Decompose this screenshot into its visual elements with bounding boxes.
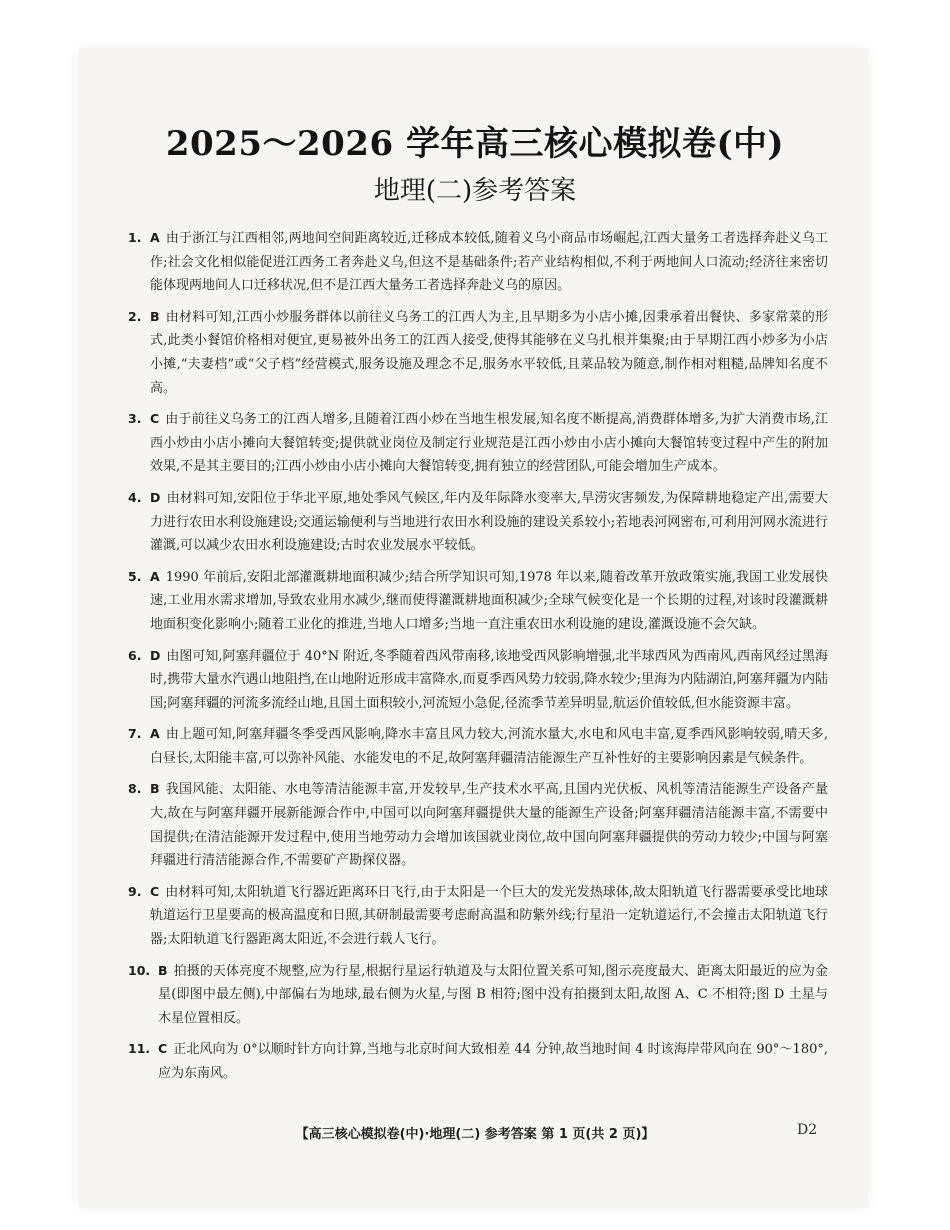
page-title: 2025～2026 学年高三核心模拟卷(中) [165, 124, 785, 164]
answer-letter: B [150, 781, 160, 797]
answer-item-8 [128, 777, 828, 872]
answer-number: 11. [128, 1041, 151, 1057]
answer-item-4 [128, 486, 828, 558]
answer-item-2 [128, 305, 828, 400]
answer-letter: C [150, 411, 160, 427]
answer-explanation: 由材料可知,安阳位于华北平原,地处季风气候区,年内及年际降水变率大,旱涝灾害频发,为保障耕地稳定产出,需要大力进行农田水利设施建设;交通运输便利与当地进行农田水利设施的建设关系较小;若地表河网密布,可利用河网水流进行灌溉,可以减少农田水利设施建设;古时农业发展水平较低。 [150, 490, 828, 554]
answer-letter: D [150, 647, 161, 663]
answer-number: 6. [128, 647, 142, 663]
answer-number: 1. [128, 230, 142, 245]
answer-number: 3. [128, 411, 142, 427]
answer-letter: A [150, 726, 160, 742]
answer-number: 9. [128, 883, 142, 899]
answer-item-6 [128, 644, 828, 716]
answer-explanation: 由于浙江与江西相邻,两地间空间距离较近,迁移成本较低,随着义乌小商品市场崛起,江西大量务工者选择奔赴义乌工作;社会文化相似能促进江西务工者奔赴义乌,但这不是基础条件;若产业结构相似,不利于两地间人口流动;经济往来密切能体现两地间人口迁移状况,但不是江西大量务工者选择奔赴义乌的原因。 [150, 231, 828, 294]
answer-explanation: 由于前往义乌务工的江西人增多,且随着江西小炒在当地生根发展,知名度不断提高,消费群体增多,为扩大消费市场,江西小炒由小店小摊向大餐馆转变;提供就业岗位及制定行业规范是江西小炒由小店小摊向大餐馆转变过程中产生的附加效果,不是其主要目的;江西小炒由小店小摊向大餐馆转变,拥有独立的经营团队,可能会增加生产成本。 [150, 412, 828, 475]
answer-letter: C [150, 883, 160, 899]
answer-letter: A [150, 568, 160, 584]
answer-list [128, 226, 828, 1093]
answer-letter: C [158, 1041, 168, 1057]
answer-item-11 [128, 1037, 828, 1085]
answer-number: 5. [128, 568, 142, 584]
answer-item-1 [128, 226, 828, 298]
answer-explanation: 正北风向为 0°以顺时针方向计算,当地与北京时间大致相差 44 分钟,故当地时间 4 时该海岸带风向在 90°～180°,应为东南风。 [158, 1042, 828, 1081]
answer-item-3 [128, 407, 828, 479]
answer-letter: D [150, 489, 161, 505]
answer-number: 10. [128, 962, 151, 978]
answer-explanation: 由材料可知,太阳轨道飞行器近距离环日飞行,由于太阳是一个巨大的发光发热球体,故太阳轨道飞行器需要承受比地球轨道运行卫星要高的极高温度和日照,其研制最需要考虑耐高温和防紫外线;行星沿一定轨道运行,不会撞击太阳轨道飞行器;太阳轨道飞行器距离太阳近,不会进行载人飞行。 [150, 884, 828, 948]
answer-item-9 [128, 880, 828, 952]
version-code: D2 [797, 1122, 818, 1138]
answer-number: 4. [128, 489, 142, 505]
answer-explanation: 由材料可知,江西小炒服务群体以前往义乌务工的江西人为主,且早期多为小店小摊,因秉承着出餐快、多家常菜的形式,此类小餐馆价格相对便宜,更易被外出务工的江西人接受,使得其能够在义乌扎根并集聚;由于早期江西小炒多为小店小摊,“夫妻档”或“父子档”经营模式,服务设施及理念不足,服务水平较低,且菜品较为随意,制作相对粗糙,品牌知名度不高。 [150, 309, 828, 396]
answer-number: 8. [128, 781, 142, 797]
answer-explanation: 由图可知,阿塞拜疆位于 40°N 附近,冬季随着西风带南移,该地受西风影响增强,北半球西风为西南风,西南风经过黑海时,携带大量水汽遇山地阻挡,在山地附近形成丰富降水,而夏季西风势力较弱,降水较少;里海为内陆湖泊,阿塞拜疆为内陆国;阿塞拜疆的河流多流经山地,且国土面积较小,河流短小急促,径流季节差异明显,航运价值较低,但水能资源丰富。 [150, 648, 828, 711]
answer-letter: B [150, 308, 160, 324]
answer-explanation: 1990 年前后,安阳北部灌溉耕地面积减少;结合所学知识可知,1978 年以来,随着改革开放政策实施,我国工业发展快速,工业用水需求增加,导致农业用水减少,继而使得灌溉耕地面积减少;全球气候变化是一个长期的过程,对该时段灌溉耕地面积变化影响小;随着工业化的推进,当地人口增多;当地一直注重农田水利设施的建设,灌溉设施不会欠缺。 [150, 569, 828, 632]
answer-explanation: 我国风能、太阳能、水电等清洁能源丰富,开发较早,生产技术水平高,且国内光伏板、风机等清洁能源生产设备产量大,故在与阿塞拜疆开展新能源合作中,中国可以向阿塞拜疆提供大量的能源生产设备;阿塞拜疆清洁能源丰富,不需要中国提供;在清洁能源开发过程中,使用当地劳动力会增加该国就业岗位,故中国向阿塞拜疆提供的劳动力较少;中国与阿塞拜疆进行清洁能源合作,不需要矿产勘探仪器。 [150, 782, 828, 869]
answer-number: 7. [128, 726, 142, 742]
page-footer: 【高三核心模拟卷(中)·地理(二) 参考答案 第 1 页(共 2 页)】 [295, 1127, 655, 1142]
answer-number: 2. [128, 308, 142, 324]
answer-item-10 [128, 959, 828, 1031]
answer-item-7 [128, 722, 828, 770]
answer-letter: A [150, 230, 160, 245]
answer-letter: B [158, 962, 168, 978]
answer-explanation: 由上题可知,阿塞拜疆冬季受西风影响,降水丰富且风力较大,河流水量大,水电和风电丰富,夏季西风影响较弱,晴天多,白昼长,太阳能丰富,可以弥补风能、水能发电的不足,故阿塞拜疆清洁能源生产互补性好的主要影响因素是气候条件。 [150, 727, 828, 766]
answer-item-5 [128, 565, 828, 637]
answer-explanation: 拍摄的天体亮度不规整,应为行星,根据行星运行轨道及与太阳位置关系可知,图示亮度最大、距离太阳最近的应为金星(即图中最左侧),中部偏右为地球,最右侧为火星,与图 B 相符;图中没有拍摄到太阳,故图 A、C 不相符;图 D 土星与木星位置相反。 [158, 963, 828, 1026]
page-subtitle: 地理(二)参考答案 [373, 176, 577, 206]
